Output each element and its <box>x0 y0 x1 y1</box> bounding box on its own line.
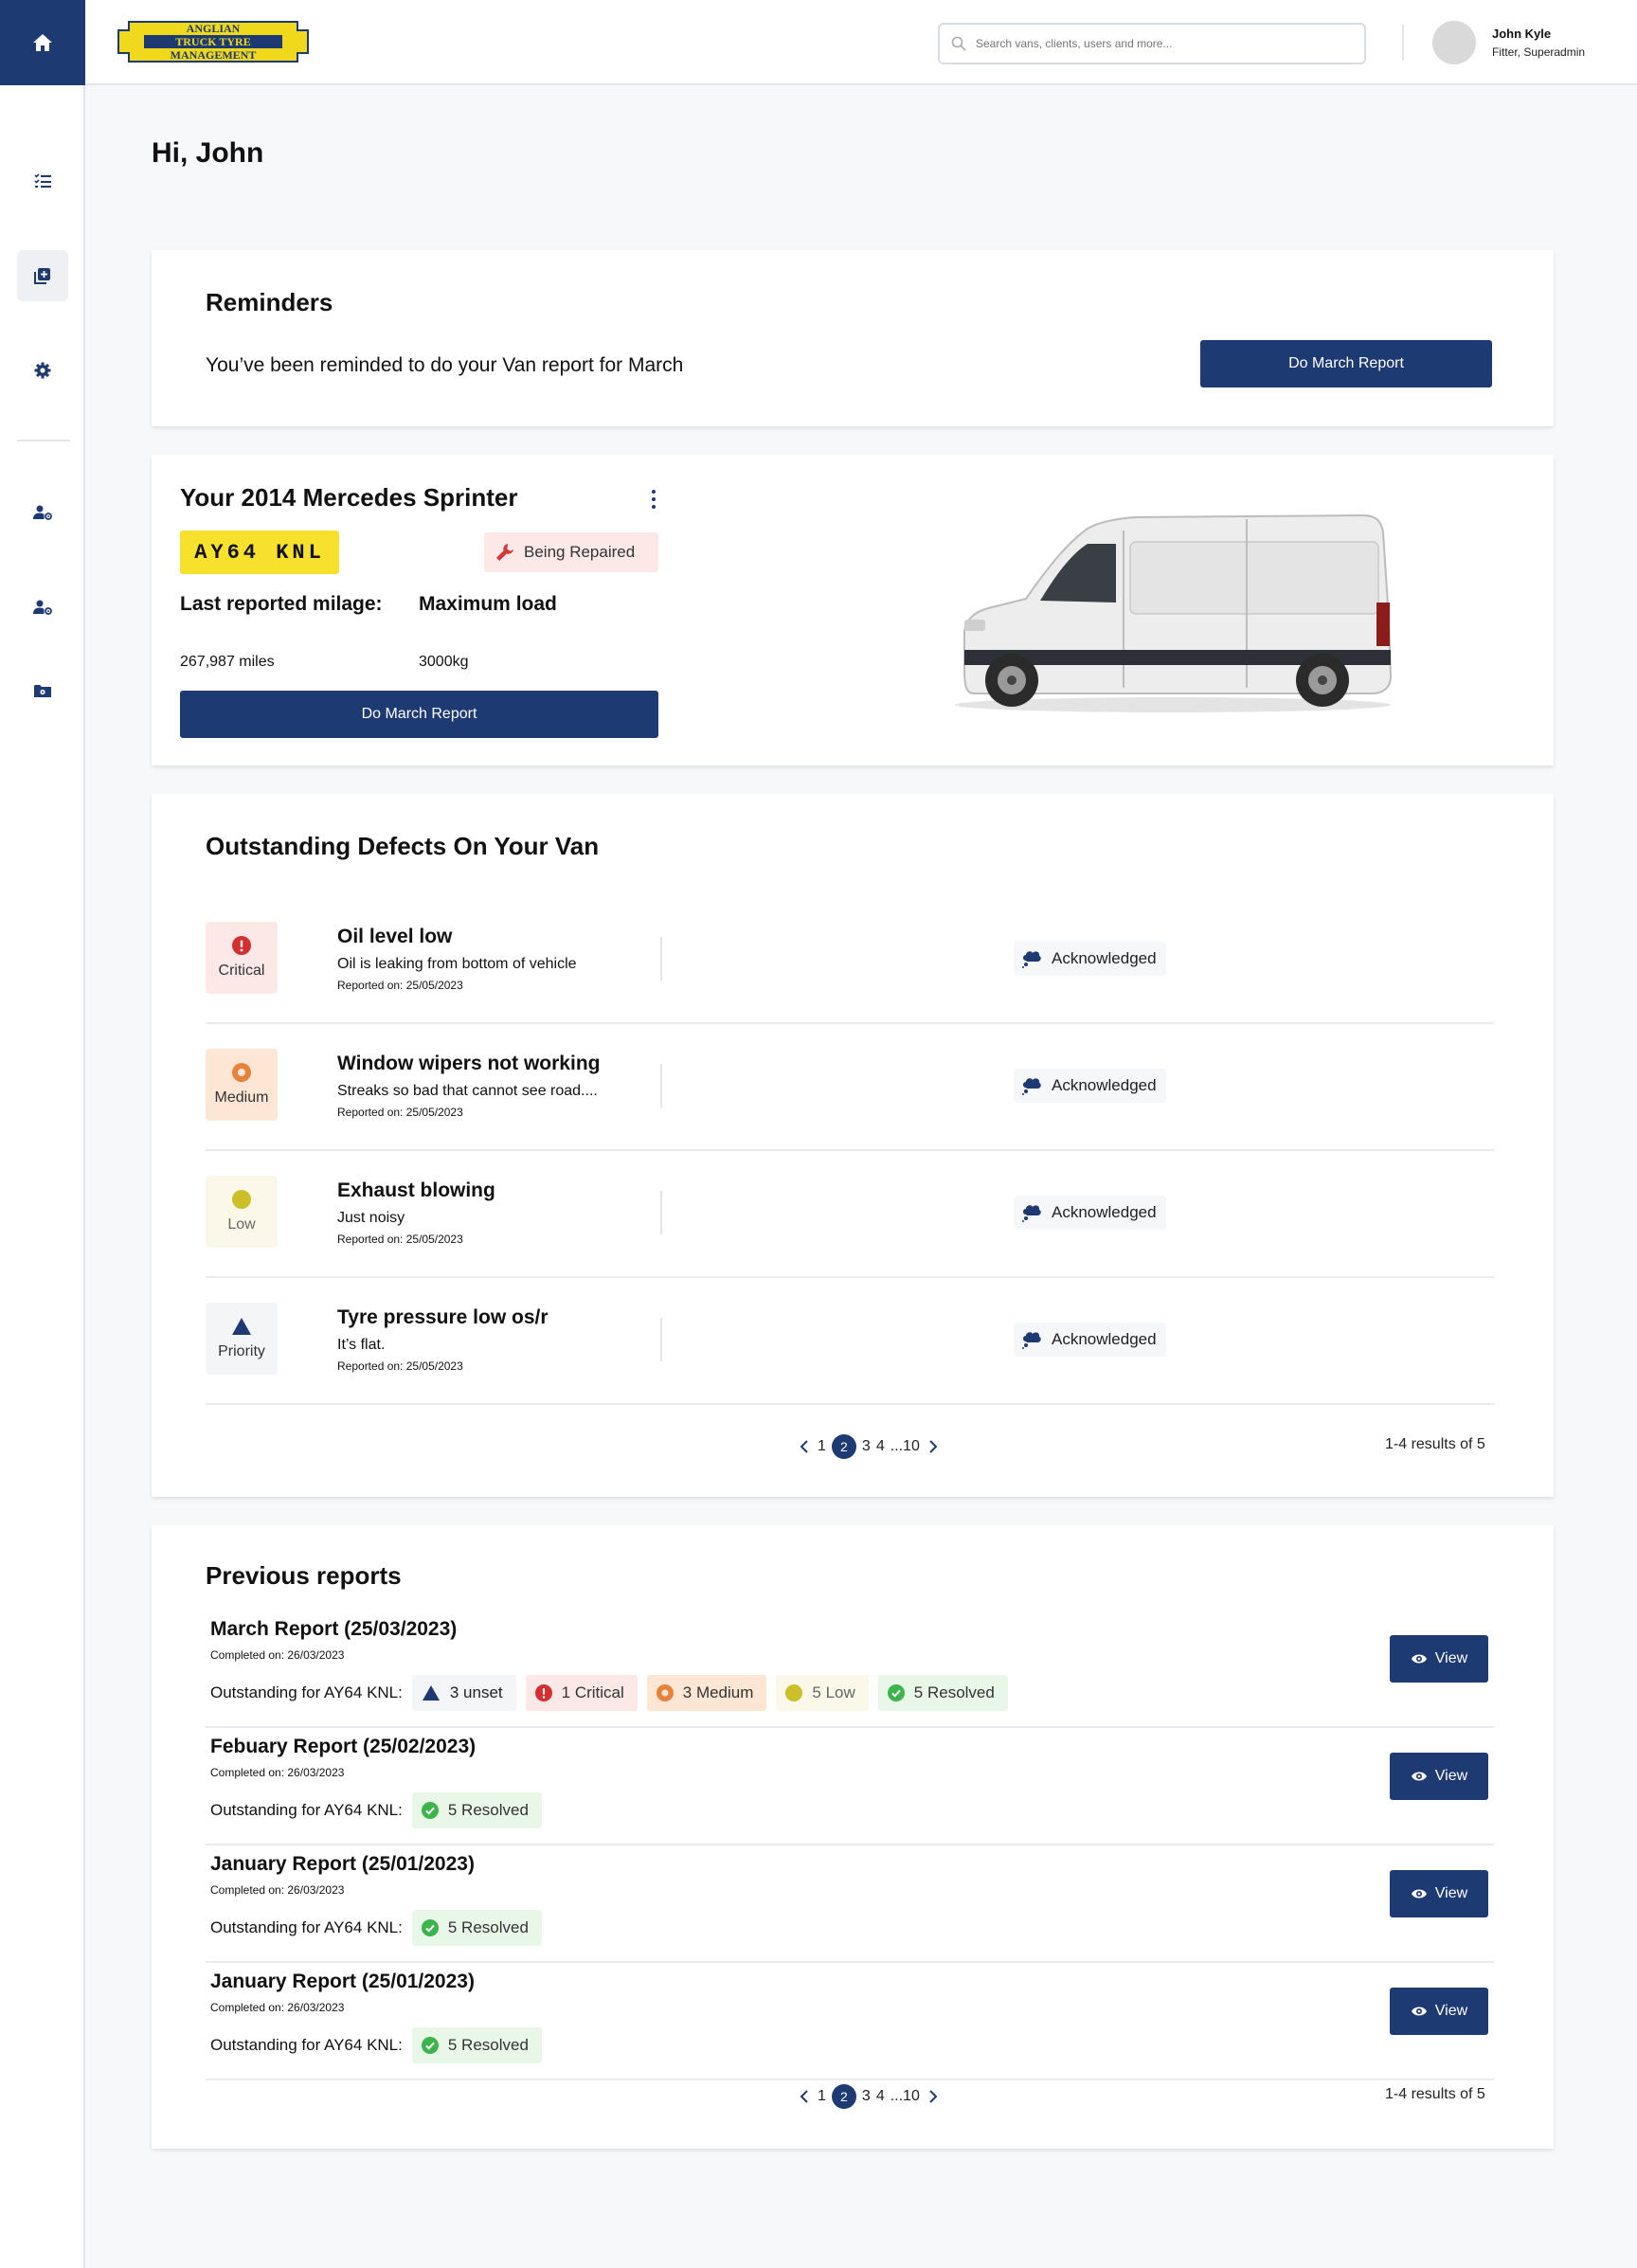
status-badge-label: Being Repaired <box>524 543 636 561</box>
page-link[interactable]: ...10 <box>890 1438 920 1454</box>
thought-cloud-icon <box>1021 1203 1042 1222</box>
defect-title: Tyre pressure low os/r <box>337 1306 549 1328</box>
reminders-title: Reminders <box>206 288 333 316</box>
exclamation-icon <box>232 936 251 955</box>
report-row <box>206 1963 1494 2080</box>
report-title: January Report (25/01/2023) <box>210 1971 475 1992</box>
triangle-icon <box>231 1317 252 1336</box>
page-link[interactable]: 4 <box>875 1438 885 1454</box>
eye-icon <box>1411 1771 1428 1782</box>
vehicle-title: Your 2014 Mercedes Sprinter <box>180 483 518 512</box>
severity-label: Priority <box>218 1343 265 1359</box>
low-severity-icon <box>232 1190 251 1209</box>
sidebar <box>0 0 85 2268</box>
sidebar-item-user-admin[interactable] <box>17 582 68 633</box>
low-severity-icon <box>785 1684 802 1701</box>
defects-title: Outstanding Defects On Your Van <box>206 832 600 860</box>
severity-label: Critical <box>218 963 265 979</box>
acknowledged-badge <box>1014 942 1166 976</box>
acknowledged-label: Acknowledged <box>1052 1330 1157 1348</box>
view-report-button[interactable] <box>1390 1753 1488 1800</box>
page-link[interactable]: 4 <box>875 2088 885 2104</box>
vehicle-card <box>152 455 1554 765</box>
report-completed-date: Completed on: 26/03/2023 <box>210 1648 345 1662</box>
acknowledged-badge <box>1014 1196 1166 1230</box>
do-march-report-button[interactable]: Do March Report <box>1200 340 1492 387</box>
report-title: January Report (25/01/2023) <box>210 1853 475 1875</box>
defect-row[interactable] <box>206 1024 1494 1151</box>
defect-description: Just noisy <box>337 1210 405 1226</box>
report-title: March Report (25/03/2023) <box>210 1618 458 1640</box>
acknowledged-label: Acknowledged <box>1052 1203 1157 1221</box>
status-badge <box>484 532 658 572</box>
critical-chip <box>526 1675 638 1711</box>
user-settings-icon <box>33 505 52 520</box>
thought-cloud-icon <box>1021 1076 1042 1095</box>
van-image <box>945 508 1400 716</box>
max-load-value: 3000kg <box>419 654 469 670</box>
reminders-card <box>152 250 1554 426</box>
view-label: View <box>1434 1650 1468 1666</box>
mileage-value: 267,987 miles <box>180 654 275 670</box>
defect-description: It’s flat. <box>337 1337 386 1353</box>
report-outstanding <box>210 2027 542 2063</box>
sidebar-item-add-report[interactable] <box>17 250 68 301</box>
page-link[interactable]: 3 <box>861 2088 871 2104</box>
resolved-chip <box>412 1792 542 1828</box>
chevron-left-icon[interactable] <box>800 1440 809 1453</box>
check-circle-icon <box>888 1684 905 1701</box>
page-link[interactable]: 1 <box>818 1438 826 1454</box>
search-input[interactable] <box>976 37 1336 50</box>
chip-label: 3 unset <box>449 1683 503 1701</box>
defect-description: Streaks so bad that cannot see road.... <box>337 1083 598 1099</box>
report-title: Febuary Report (25/02/2023) <box>210 1736 477 1757</box>
defects-pagination <box>794 1434 944 1459</box>
report-outstanding <box>210 1675 1008 1711</box>
page-link-current[interactable]: 2 <box>832 1434 856 1459</box>
outstanding-label: Outstanding for AY64 KNL: <box>210 2036 403 2054</box>
vehicle-do-report-button[interactable]: Do March Report <box>180 691 658 738</box>
defect-date: Reported on: 25/05/2023 <box>337 1359 463 1373</box>
medium-severity-icon <box>657 1684 674 1701</box>
defect-title: Exhaust blowing <box>337 1179 495 1201</box>
row-divider <box>660 1064 662 1107</box>
top-bar <box>85 0 1637 85</box>
resolved-chip <box>878 1675 1008 1711</box>
reports-title: Previous reports <box>206 1561 402 1590</box>
row-divider <box>660 937 662 981</box>
page-link-current[interactable]: 2 <box>832 2084 856 2109</box>
search-icon <box>951 36 966 51</box>
severity-badge-critical <box>206 922 278 994</box>
max-load-label: Maximum load <box>419 593 557 615</box>
acknowledged-label: Acknowledged <box>1052 1076 1157 1094</box>
chip-label: 5 Resolved <box>913 1683 995 1701</box>
folder-settings-icon <box>34 684 51 698</box>
page-link[interactable]: ...10 <box>890 2088 920 2104</box>
page-link[interactable]: 1 <box>818 2088 826 2104</box>
sidebar-item-checklist[interactable] <box>17 155 68 207</box>
sidebar-item-settings[interactable] <box>17 345 68 396</box>
page-greeting: Hi, John <box>152 137 264 169</box>
sidebar-divider <box>17 440 70 441</box>
defect-title: Window wipers not working <box>337 1053 601 1074</box>
view-report-button[interactable] <box>1390 1988 1488 2035</box>
chip-label: 5 Low <box>812 1683 855 1701</box>
more-options-icon[interactable] <box>644 487 663 512</box>
settings-icon <box>34 362 51 379</box>
defect-description: Oil is leaking from bottom of vehicle <box>337 956 577 972</box>
row-divider <box>660 1191 662 1234</box>
row-divider <box>660 1318 662 1361</box>
report-row <box>206 1728 1494 1845</box>
view-report-button[interactable] <box>1390 1870 1488 1917</box>
add-report-icon <box>34 267 51 284</box>
wrench-icon <box>495 543 514 562</box>
chip-label: 1 Critical <box>561 1683 624 1701</box>
defect-date: Reported on: 25/05/2023 <box>337 1233 463 1246</box>
severity-badge-low <box>206 1176 278 1248</box>
report-completed-date: Completed on: 26/03/2023 <box>210 1883 345 1897</box>
check-circle-icon <box>422 1919 439 1936</box>
report-completed-date: Completed on: 26/03/2023 <box>210 2001 345 2014</box>
company-logo[interactable] <box>116 19 311 64</box>
chip-label: 5 Resolved <box>447 1918 529 1936</box>
reports-pagination <box>794 2084 944 2109</box>
outstanding-label: Outstanding for AY64 KNL: <box>210 1683 403 1701</box>
acknowledged-badge <box>1014 1323 1166 1357</box>
check-circle-icon <box>422 2037 439 2054</box>
avatar[interactable] <box>1432 21 1476 64</box>
defect-row[interactable] <box>206 1278 1494 1405</box>
report-outstanding <box>210 1792 542 1828</box>
resolved-chip <box>412 2027 542 2063</box>
view-label: View <box>1434 1885 1468 1901</box>
thought-cloud-icon <box>1021 949 1042 968</box>
eye-icon <box>1411 1888 1428 1899</box>
view-label: View <box>1434 1768 1468 1784</box>
unset-chip <box>412 1675 516 1711</box>
chevron-right-icon[interactable] <box>928 1440 938 1453</box>
defects-card <box>152 794 1554 1497</box>
logo-line-2: TRUCK TYRE <box>175 35 251 48</box>
medium-severity-icon <box>232 1063 251 1082</box>
severity-badge-medium <box>206 1049 278 1121</box>
acknowledged-label: Acknowledged <box>1052 949 1157 967</box>
triangle-icon <box>422 1684 441 1701</box>
defect-date: Reported on: 25/05/2023 <box>337 979 463 992</box>
defect-row[interactable] <box>206 1151 1494 1278</box>
defect-row[interactable] <box>206 897 1494 1024</box>
thought-cloud-icon <box>1021 1330 1042 1349</box>
logo-line-1: ANGLIAN <box>186 22 241 35</box>
mileage-label: Last reported milage: <box>180 593 383 615</box>
chevron-left-icon[interactable] <box>800 2090 809 2103</box>
eye-icon <box>1411 2006 1428 2017</box>
chip-label: 3 Medium <box>682 1683 754 1701</box>
severity-badge-priority <box>206 1303 278 1375</box>
defect-title: Oil level low <box>337 926 453 947</box>
search-box[interactable] <box>938 23 1366 64</box>
chip-label: 5 Resolved <box>447 1801 529 1819</box>
view-report-button[interactable] <box>1390 1635 1488 1683</box>
home-icon <box>33 34 52 51</box>
low-chip <box>776 1675 868 1711</box>
severity-label: Low <box>227 1216 256 1233</box>
page-link[interactable]: 3 <box>861 1438 871 1454</box>
reports-card <box>152 1525 1554 2149</box>
check-circle-icon <box>422 1802 439 1819</box>
reminder-text: You’ve been reminded to do your Van report for March <box>206 354 684 376</box>
medium-chip <box>647 1675 767 1711</box>
outstanding-label: Outstanding for AY64 KNL: <box>210 1918 403 1936</box>
user-name: John Kyle <box>1492 27 1552 41</box>
report-row <box>206 1845 1494 1963</box>
sidebar-item-user-settings[interactable] <box>17 487 68 538</box>
view-label: View <box>1434 2003 1468 2019</box>
user-admin-icon <box>33 600 52 615</box>
checklist-icon <box>34 173 51 189</box>
report-outstanding <box>210 1910 542 1946</box>
chevron-right-icon[interactable] <box>928 2090 938 2103</box>
user-role: Fitter, Superadmin <box>1492 45 1586 59</box>
sidebar-item-home[interactable] <box>0 0 85 85</box>
chip-label: 5 Resolved <box>447 2036 529 2054</box>
report-row <box>206 1611 1494 1728</box>
sidebar-item-folder-settings[interactable] <box>17 665 68 716</box>
exclamation-icon <box>535 1684 552 1701</box>
results-count: 1-4 results of 5 <box>1385 2086 1485 2102</box>
logo-line-3: MANAGEMENT <box>170 48 257 62</box>
defect-date: Reported on: 25/05/2023 <box>337 1106 463 1119</box>
report-completed-date: Completed on: 26/03/2023 <box>210 1766 345 1779</box>
outstanding-label: Outstanding for AY64 KNL: <box>210 1801 403 1819</box>
topbar-divider <box>1402 25 1404 61</box>
license-plate: AY64 KNL <box>180 531 339 574</box>
acknowledged-badge <box>1014 1069 1166 1103</box>
eye-icon <box>1411 1653 1428 1665</box>
results-count: 1-4 results of 5 <box>1385 1436 1485 1452</box>
resolved-chip <box>412 1910 542 1946</box>
severity-label: Medium <box>214 1089 269 1106</box>
